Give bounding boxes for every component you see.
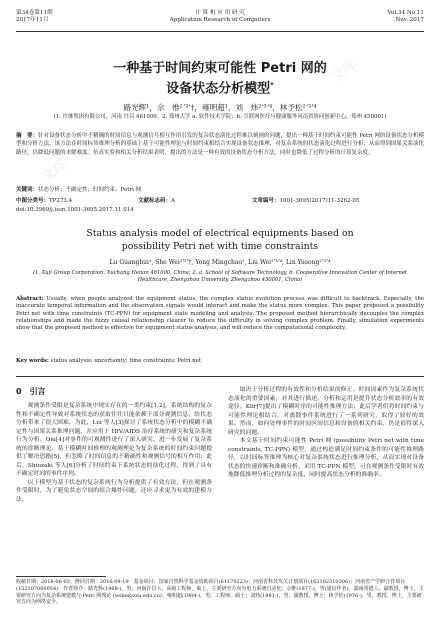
keywords-en-text: status analysis; uncertainty; time constraints; Petri net bbox=[50, 358, 201, 364]
doc-code-label: 文献标志码： bbox=[138, 198, 172, 204]
header-volume-en bbox=[388, 10, 424, 24]
article-number bbox=[252, 196, 359, 204]
authors-en: Lu Guanghui¹, She Wei²ʼ³ʼ†, Yong Mingchao¹, Liu Wei²ʼ³ʼ⁴, Lin Yusong²ʼ³ʼ⁴ bbox=[109, 259, 331, 266]
affiliation-cn: (1. 许继集团有限公司，河南 许昌 461000；2. 郑州大学 a. 软件技术学院；b. 互联网医疗与健康服务河南省协同创新中心，郑州 450001) bbox=[53, 114, 387, 120]
section-heading-introduction: 0 引言 bbox=[16, 387, 46, 396]
footnote-divider bbox=[16, 576, 106, 577]
body-column-right bbox=[228, 386, 424, 480]
clc-label: 中图分类号： bbox=[16, 198, 50, 204]
keywords-cn-label: 关键词： bbox=[16, 187, 39, 193]
authors-cn: 路光辉¹，佘 维²ʼ³ʼ†，雍明超¹，刘 炜²ʼ³ʼ⁴，林予松²ʼ³ʼ⁴ bbox=[123, 103, 317, 112]
header-vol-no: Vol.34 No.11 bbox=[387, 10, 424, 16]
abstract-cn-text: 针对设备状态分析中不精确的时间信息与观测信号相互作用引发的复杂状态演化过程难以刻画的问题，提出一种基于时间约束可能性 Petri 网的设备状态分析模型和分析方法。该方法在时间标签推理分析的基础上基于可能性理论与时间约束相结合实现设备状态推理，对复杂系统的状态演化过程进行分析，从而得到因果关系演化路径，以降低问题的求解难度。仿真实验和相关分析结果表明，提出的方法是一种有效的设备状态分析方法，同时也降低了过程分析的计算复杂度。 bbox=[16, 133, 424, 156]
abstract-divider bbox=[16, 376, 424, 377]
body-column-left bbox=[16, 402, 212, 504]
watermark: 文库 bbox=[348, 296, 381, 326]
header-journal bbox=[16, 10, 424, 24]
article-no-label: 文章编号： bbox=[252, 198, 280, 204]
watermark: 文库 bbox=[118, 466, 151, 496]
header-journal-cn: 计 算 机 应 用 研 究 bbox=[195, 10, 245, 16]
body-paragraph: 以上模型为基于状态的复杂系统行为分析提供了有效方法，但在观测条件受限时，为了避免状态空间的组合爆炸问题，还应寻求更为有效的建模方法。 bbox=[16, 479, 212, 503]
classification-row bbox=[16, 196, 424, 204]
abstract-cn bbox=[16, 132, 424, 157]
title-cn-line1: 一种基于时间约束可能性 Petri 网的 bbox=[113, 61, 327, 76]
affiliation-en: (1. Xuji Group Corporation, Xuchang Henan 461000, China; 2. a. School of Software Technology, b. Cooperative Innovation Center of Internet Healthcare, Zhengzhou University, Zhengzhou 450001, China) bbox=[32, 270, 408, 283]
watermark: 文库 bbox=[38, 156, 71, 186]
keywords-en-label: Key words: bbox=[16, 358, 49, 364]
title-en-line2: possibility Petri net with time constraints bbox=[121, 240, 319, 252]
title-cn-mark: * bbox=[270, 81, 274, 89]
keywords-en bbox=[16, 358, 424, 364]
keywords-cn-text: 状态分析；不确定性；时间约束；Petri 网 bbox=[38, 187, 142, 193]
running-header bbox=[16, 10, 424, 32]
header-date-cn: 2017年11月 bbox=[16, 17, 49, 23]
header-journal-en: Application Research of Computers bbox=[169, 17, 271, 23]
clc bbox=[16, 198, 72, 204]
paper-title-cn bbox=[0, 60, 440, 97]
abstract-en-text: Usually, when people analyzed the equipment status, the complex status evolution process was difficult to backtrack. Especially, the inaccurate temporal information and the observation signals would interact and make the status more complex. This paper proposed a possibility Petri net with time constraints (TC-PPN) for equipment state modeling and analysis. The proposed method hierarchically decouples the complex relationships and made the fuzzy causal relationship clearer to reduce the difficulty in solving complex problem. Finally, simulation experiments show that the proposed method is effective for equipment status analysis, and will reduce the computational complexity. bbox=[16, 296, 425, 332]
abstract-en-label: Abstract: bbox=[16, 296, 44, 302]
title-cn-line2-wrap bbox=[0, 77, 440, 97]
body-paragraph: 取决于分析过程的有效性和分析结果的修正。时间因素作为复杂系统状态演化的重要因素，对其进行描述、分析和运用是提升状态分析效率的有效途径。Klir[7]提出了模糊时序的可能性推理方法；此后学者们将时间约束与可能性理论相结合，对离散事件系统进行了一系列研究，取得了较好的效果。然而，如何处理事件的时间区间信息和设备的相关约束，仍是值得深入研究的问题。 bbox=[228, 387, 424, 436]
body-paragraph: 本文基于时间约束可能性 Petri 网 (possibility Petri net with time constraints, TC-PPN) 模型，通过构造满足时间约束条件的可能性推理路径，以时间标签推理为核心对复杂系统状态进行推理分析，从而实现对设备状态的快速诊断和准确分析。采用 TC-PPN 模型，可在观测条件受限时有效地降低推理分析过程的复杂度，同时提高状态分析的准确率。 bbox=[228, 438, 424, 478]
title-cn-line2: 设备状态分析模型 bbox=[166, 81, 271, 97]
abstract-cn-label: 摘 要： bbox=[16, 133, 39, 139]
doc-code bbox=[138, 196, 175, 204]
keywords-cn bbox=[16, 185, 424, 193]
header-volume-issue: 第34卷第11期 bbox=[16, 10, 53, 16]
clc-value: TP273.4 bbox=[49, 198, 73, 204]
watermark: 文库 bbox=[328, 56, 361, 86]
body-paragraph: 观测条件受限是复杂系统中现实存在的一类约束[1,2]，系统结构的复杂性和不确定性导致对系统状态的获取往往只能依赖于部分观测信息，给状态分析带来了很大困难。为此，Liu 等人[3]探讨了系统状态分析中的模糊不确定性与因果关系推理问题，并应用于 HIV/AIDS 治疗系统的研究和复杂系统行为分析。Qiu[4]对事件的可观测性进行了深入研究，进一步发展了复杂系统的诊断理论。基于模糊时间推理的观测理论为复杂系统的时间约束问题提供了解决思路[5]，但忽略了时间信息的不精确性和观测信号的相互作用；此后，Shiozaki 等人[6]分析了时间约束下系统状态的演化过程，得到了具有不确定时间的事件序列。 bbox=[16, 403, 212, 477]
header-date-en: Nov. 2017 bbox=[395, 17, 424, 23]
doc-code-value: A bbox=[171, 198, 175, 204]
article-no-value: 1001-3695(2017)11-3262-05 bbox=[279, 198, 360, 204]
title-en-line1: Status analysis model of electrical equipments based on bbox=[86, 228, 354, 239]
paper-title-en bbox=[0, 228, 440, 253]
footnote: 收稿日期：2016-06-03；修回日期：2016-09-19 基金项目：国家自然科学基金资助项目(61170223)；河南省科技攻关计划项目(162102310306)；河南省产学研合作项目(152107000054) 作者简介：路光辉(1968-)，男，河南许昌人，高级工程师，硕士，主要研究方向为电力系统自动化；佘维(1977-)，男(通信作者)，湖南常德人，副教授，博士，主要研究方向为复杂系统建模与 Petri 网理论 (wshe@zzu.edu.cn)；雍明超(1984-)，男，工程师，硕士；刘炜(1981-)，男，副教授，博士；林予松(1976-)，男，教授，博士，主要研究方向为网络安全。 bbox=[16, 579, 424, 606]
doi: doi:10.3969/j.issn.1001-3695.2017.11.014 bbox=[16, 207, 134, 213]
